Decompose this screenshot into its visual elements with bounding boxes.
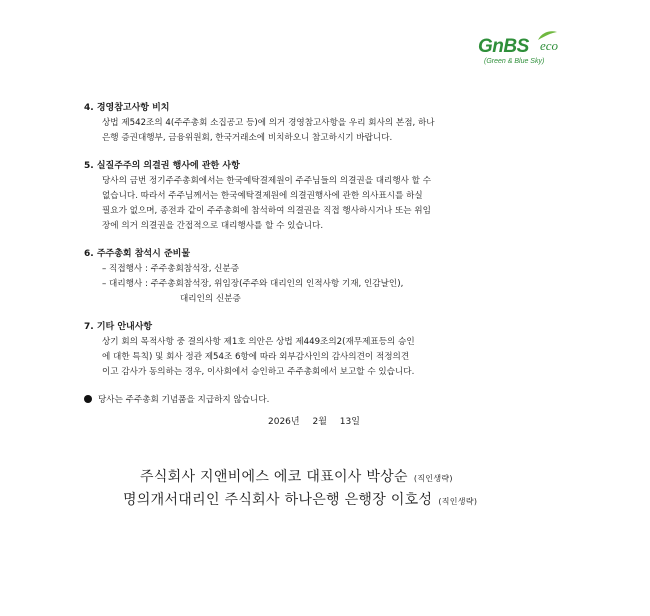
notice-date — [268, 414, 370, 427]
notice-body — [84, 101, 564, 408]
bullet-icon — [84, 395, 92, 403]
section-text-line: 상기 회의 목적사항 중 결의사항 제1호 의안은 상법 제449조의2(재무제표등의 승인 — [102, 337, 415, 347]
signature-transfer-agent — [123, 489, 477, 509]
list-item: – 대리행사 : 주주총회참석장, 위임장(주주와 대리인의 인적사항 기재, 인감날인), — [102, 279, 404, 289]
section-title: 4. 경영참고사항 비치 — [84, 103, 170, 113]
section-text-line: 당사의 금번 정기주주총회에서는 한국예탁결제원이 주주님들의 의결권을 대리행사 할 수 — [102, 176, 432, 186]
section-title: 6. 주주총회 참석시 준비물 — [84, 249, 191, 259]
logo-tagline: (Green & Blue Sky) — [484, 58, 545, 65]
date-month: 2월 — [312, 417, 327, 427]
gift-notice — [84, 393, 564, 408]
list-item: – 직접행사 : 주주총회참석장, 신분증 — [102, 264, 240, 274]
section-other-info — [84, 320, 564, 380]
company-logo — [478, 36, 568, 70]
seal-omitted: (직인생략) — [438, 497, 478, 506]
signature-text: 명의개서대리인 주식회사 하나은행 은행장 이호성 — [123, 492, 433, 508]
section-text-line: 이고 감사가 동의하는 경우, 이사회에서 승인하고 주주총회에서 보고할 수 있습니다. — [102, 367, 415, 377]
section-text-line: 장에 의거 의결권을 간접적으로 대리행사를 할 수 있습니다. — [102, 221, 324, 231]
section-text-line: 상법 제542조의 4(주주총회 소집공고 등)에 의거 경영참고사항을 우리 회사의 본점, 하나 — [102, 118, 435, 128]
section-text-line: 에 대한 특칙) 및 회사 정관 제54조 6항에 따라 외부감사인의 감사의견이 적정의견 — [102, 352, 410, 362]
section-text-line: 필요가 없으며, 종전과 같이 주주총회에 참석하여 의결권을 직접 행사하시거나 또는 위임 — [102, 206, 431, 216]
logo-wordmark: GnBS — [478, 36, 529, 57]
logo-eco: eco — [540, 38, 559, 53]
signature-ceo — [140, 466, 453, 486]
list-item-continuation: 대리인의 신분증 — [180, 294, 241, 304]
gift-notice-text: 당사는 주주총회 기념품을 지급하지 않습니다. — [98, 395, 270, 405]
section-title: 5. 실질주주의 의결권 행사에 관한 사항 — [84, 161, 240, 171]
section-text-line: 없습니다. 따라서 주주님께서는 한국예탁결제원에 의결권행사에 관한 의사표시를 하실 — [102, 191, 423, 201]
section-text-line: 은행 증권대행부, 금융위원회, 한국거래소에 비치하오니 참고하시기 바랍니다. — [102, 133, 393, 143]
section-attendance-items — [84, 247, 564, 307]
section-title: 7. 기타 안내사항 — [84, 322, 153, 332]
section-reference-docs — [84, 101, 564, 146]
signature-text: 주식회사 지앤비에스 에코 대표이사 박상순 — [140, 469, 408, 485]
section-voting-rights — [84, 159, 564, 234]
date-day: 13일 — [339, 417, 360, 427]
seal-omitted: (직인생략) — [413, 474, 453, 483]
date-year: 2026년 — [268, 417, 300, 427]
